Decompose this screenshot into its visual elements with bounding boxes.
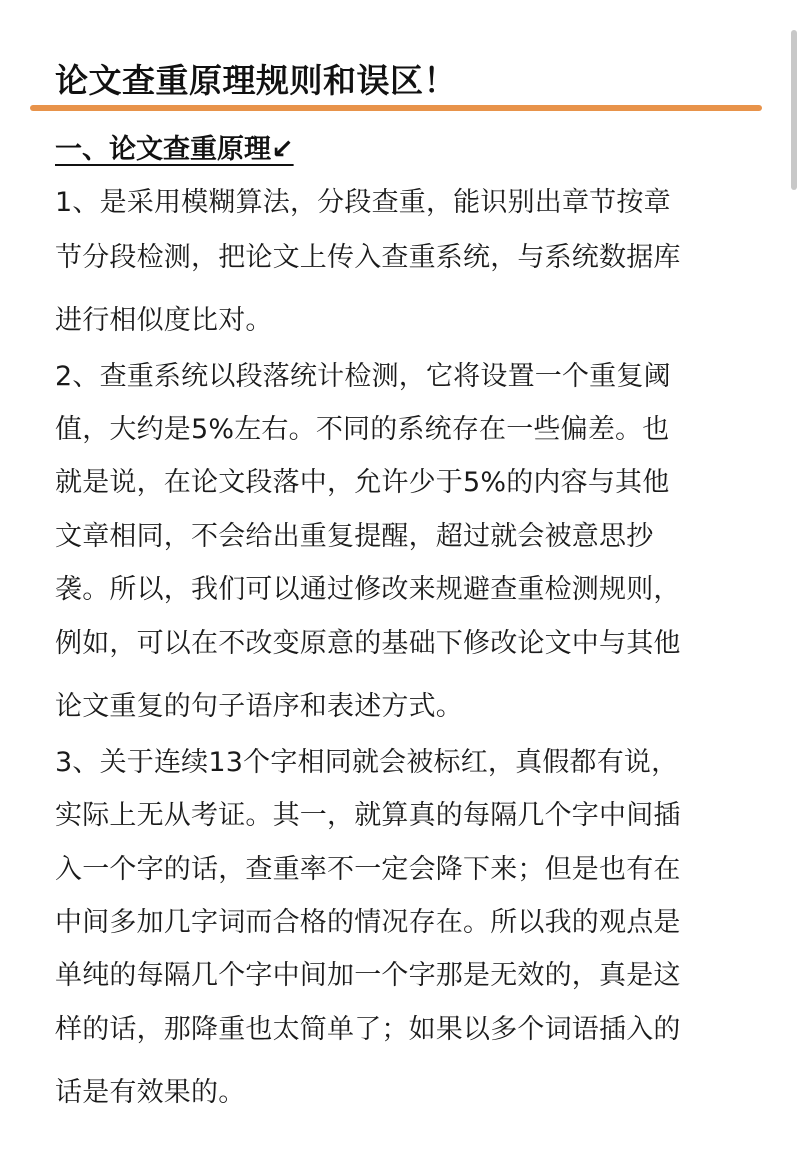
body-line: 节分段检测，把论文上传入查重系统，与系统数据库 [55,242,681,273]
body-line: 文章相同，不会给出重复提醒，超过就会被意思抄 [55,521,654,552]
scrollbar-thumb[interactable] [791,30,797,190]
body-line: 样的话，那降重也太简单了；如果以多个词语插入的 [55,1014,681,1045]
body-line: 就是说，在论文段落中，允许少于5%的内容与其他 [55,467,670,498]
body-line: 值，大约是5%左右。不同的系统存在一些偏差。也 [55,414,670,445]
body-line: 袭。所以，我们可以通过修改来规避查重检测规则， [55,574,681,605]
body-line: 1、是采用模糊算法，分段查重，能识别出章节按章 [55,187,671,218]
body-line: 实际上无从考证。其一，就算真的每隔几个字中间插 [55,800,681,831]
body-line: 中间多加几字词而合格的情况存在。所以我的观点是 [55,907,681,938]
body-line: 3、关于连续13个字相同就会被标红，真假都有说， [55,747,679,778]
page-title: 论文查重原理规则和误区！ [55,61,457,100]
section-heading: 一、论文查重原理↙ [55,134,294,165]
body-line: 例如，可以在不改变原意的基础下修改论文中与其他 [55,628,681,659]
body-line: 话是有效果的。 [55,1077,246,1108]
body-line: 2、查重系统以段落统计检测，它将设置一个重复阈 [55,361,671,392]
body-line: 入一个字的话，查重率不一定会降下来；但是也有在 [55,854,681,885]
body-line: 论文重复的句子语序和表述方式。 [55,691,463,722]
title-divider [30,105,762,111]
body-line: 进行相似度比对。 [55,305,273,336]
body-line: 单纯的每隔几个字中间加一个字那是无效的，真是这 [55,960,681,991]
